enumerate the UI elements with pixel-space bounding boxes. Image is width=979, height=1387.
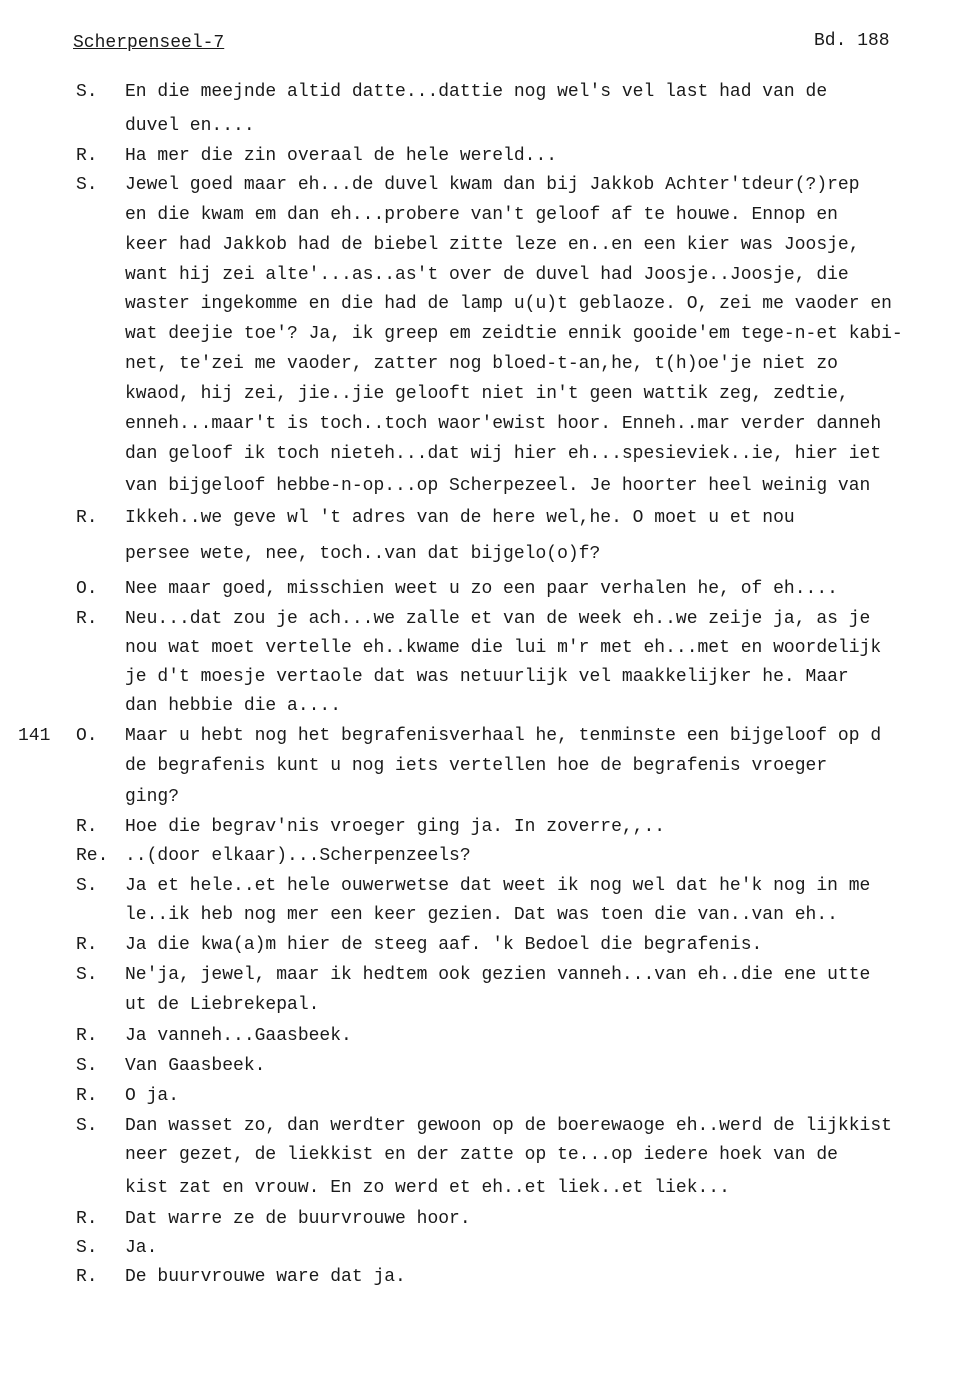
- line-text: persee wete, nee, toch..van dat bijgelo(o)f?: [125, 544, 601, 564]
- speaker-label: S.: [76, 1238, 98, 1258]
- line-text: de begrafenis kunt u nog iets vertellen hoe de begrafenis vroeger: [125, 756, 828, 776]
- line-text: net, te'zei me vaoder, zatter nog bloed-t-an,he, t(h)oe'je niet zo: [125, 354, 838, 374]
- transcript-line: [0, 1056, 979, 1086]
- line-text: Ha mer die zin overaal de hele wereld...: [125, 146, 558, 166]
- speaker-label: R.: [76, 817, 98, 837]
- transcript-line: [0, 667, 979, 697]
- line-text: want hij zei alte'...as..as't over de duvel had Joosje..Joosje, die: [125, 265, 849, 285]
- speaker-label: S.: [76, 1056, 98, 1076]
- transcript-line: [0, 1267, 979, 1297]
- margin-number: 141: [18, 726, 51, 746]
- transcript-line: [0, 1086, 979, 1116]
- line-text: Ja vanneh...Gaasbeek.: [125, 1026, 352, 1046]
- speaker-label: S.: [76, 1116, 98, 1136]
- speaker-label: R.: [76, 609, 98, 629]
- line-text: dan geloof ik toch nieteh...dat wij hier eh...spesieviek..ie, hier iet: [125, 444, 882, 464]
- line-text: nou wat moet vertelle eh..kwame die lui m'r met eh...met en woordelijk: [125, 638, 882, 658]
- transcript-line: [0, 146, 979, 176]
- speaker-label: S.: [76, 876, 98, 896]
- line-text: Ja et hele..et hele ouwerwetse dat weet ik nog wel dat he'k nog in me: [125, 876, 871, 896]
- line-text: Ne'ja, jewel, maar ik hedtem ook gezien vanneh...van eh..die ene utte: [125, 965, 871, 985]
- line-text: Ja die kwa(a)m hier de steeg aaf. 'k Bedoel die begrafenis.: [125, 935, 763, 955]
- transcript-line: [0, 508, 979, 538]
- transcript-line: [0, 544, 979, 574]
- transcript-line: [0, 476, 979, 506]
- transcript-line: [0, 696, 979, 726]
- transcript-line: [0, 414, 979, 444]
- line-text: en die kwam em dan eh...probere van't geloof af te houwe. Ennop en: [125, 205, 838, 225]
- line-text: neer gezet, de liekkist en der zatte op te...op iedere hoek van de: [125, 1145, 838, 1165]
- transcript-line: [0, 817, 979, 847]
- transcript-line: [0, 384, 979, 414]
- speaker-label: R.: [76, 1086, 98, 1106]
- line-text: Maar u hebt nog het begrafenisverhaal he, tenminste een bijgeloof op d: [125, 726, 882, 746]
- transcript-line: [0, 935, 979, 965]
- speaker-label: R.: [76, 1209, 98, 1229]
- transcript-line: [0, 205, 979, 235]
- speaker-label: R.: [76, 935, 98, 955]
- transcript-line: [0, 324, 979, 354]
- line-text: duvel en....: [125, 116, 255, 136]
- line-text: ging?: [125, 787, 180, 807]
- line-text: je d't moesje vertaole dat was netuurlijk vel maakkelijker he. Maar: [125, 667, 849, 687]
- line-text: ..(door elkaar)...Scherpenzeels?: [125, 846, 471, 866]
- transcript-line: [0, 265, 979, 295]
- speaker-label: R.: [76, 508, 98, 528]
- transcript-line: [0, 965, 979, 995]
- speaker-label: S.: [76, 965, 98, 985]
- line-text: O ja.: [125, 1086, 180, 1106]
- transcript-line: [0, 235, 979, 265]
- speaker-label: R.: [76, 1267, 98, 1287]
- document-title: Scherpenseel-7: [73, 33, 225, 53]
- speaker-label: S.: [76, 175, 98, 195]
- line-text: kist zat en vrouw. En zo werd et eh..et liek..et liek...: [125, 1178, 730, 1198]
- page-reference: Bd. 188: [814, 31, 890, 51]
- line-text: Dat warre ze de buurvrouwe hoor.: [125, 1209, 471, 1229]
- transcript-line: [0, 294, 979, 324]
- transcript-line: [0, 444, 979, 474]
- line-text: Nee maar goed, misschien weet u zo een paar verhalen he, of eh....: [125, 579, 838, 599]
- line-text: Van Gaasbeek.: [125, 1056, 266, 1076]
- transcript-line: [0, 175, 979, 205]
- line-text: Ikkeh..we geve wl 't adres van de here wel,he. O moet u et nou: [125, 508, 795, 528]
- transcript-line: [0, 82, 979, 112]
- speaker-label: R.: [76, 1026, 98, 1046]
- transcript-line: [0, 787, 979, 817]
- transcript-line: [0, 876, 979, 906]
- transcript-line: [0, 1145, 979, 1175]
- transcript-line: [0, 609, 979, 639]
- line-text: De buurvrouwe ware dat ja.: [125, 1267, 406, 1287]
- line-text: keer had Jakkob had de biebel zitte leze en..en een kier was Joosje,: [125, 235, 860, 255]
- line-text: Jewel goed maar eh...de duvel kwam dan bij Jakkob Achter'tdeur(?)rep: [125, 175, 860, 195]
- line-text: enneh...maar't is toch..toch waor'ewist hoor. Enneh..mar verder danneh: [125, 414, 882, 434]
- transcript-line: [0, 1116, 979, 1146]
- line-text: Ja.: [125, 1238, 158, 1258]
- line-text: wat deejie toe'? Ja, ik greep em zeidtie ennik gooide'em tege-n-et kabi-: [125, 324, 903, 344]
- transcript-line: [0, 905, 979, 935]
- line-text: le..ik heb nog mer een keer gezien. Dat was toen die van..van eh..: [125, 905, 838, 925]
- line-text: van bijgeloof hebbe-n-op...op Scherpezeel. Je hoorter heel weinig van: [125, 476, 871, 496]
- transcript-line: [0, 354, 979, 384]
- line-text: Neu...dat zou je ach...we zalle et van de week eh..we zeije ja, as je: [125, 609, 871, 629]
- transcript-line: [0, 726, 979, 756]
- transcript-line: [0, 116, 979, 146]
- line-text: dan hebbie die a....: [125, 696, 342, 716]
- transcript-line: [0, 1209, 979, 1239]
- speaker-label: Re.: [76, 846, 109, 866]
- line-text: ut de Liebrekepal.: [125, 995, 320, 1015]
- transcript-line: [0, 756, 979, 786]
- line-text: Dan wasset zo, dan werdter gewoon op de boerewaoge eh..werd de lijkkist: [125, 1116, 892, 1136]
- line-text: waster ingekomme en die had de lamp u(u)t geblaoze. O, zei me vaoder en: [125, 294, 892, 314]
- line-text: En die meejnde altid datte...dattie nog wel's vel last had van de: [125, 82, 828, 102]
- transcript-line: [0, 1026, 979, 1056]
- speaker-label: R.: [76, 146, 98, 166]
- transcript-line: [0, 846, 979, 876]
- line-text: Hoe die begrav'nis vroeger ging ja. In zoverre,,..: [125, 817, 666, 837]
- line-text: kwaod, hij zei, jie..jie gelooft niet in't geen wattik zeg, zedtie,: [125, 384, 849, 404]
- speaker-label: O.: [76, 579, 98, 599]
- transcript-line: [0, 995, 979, 1025]
- speaker-label: S.: [76, 82, 98, 102]
- transcript-line: [0, 1238, 979, 1268]
- transcript-line: [0, 638, 979, 668]
- speaker-label: O.: [76, 726, 98, 746]
- transcript-line: [0, 579, 979, 609]
- transcript-line: [0, 1178, 979, 1208]
